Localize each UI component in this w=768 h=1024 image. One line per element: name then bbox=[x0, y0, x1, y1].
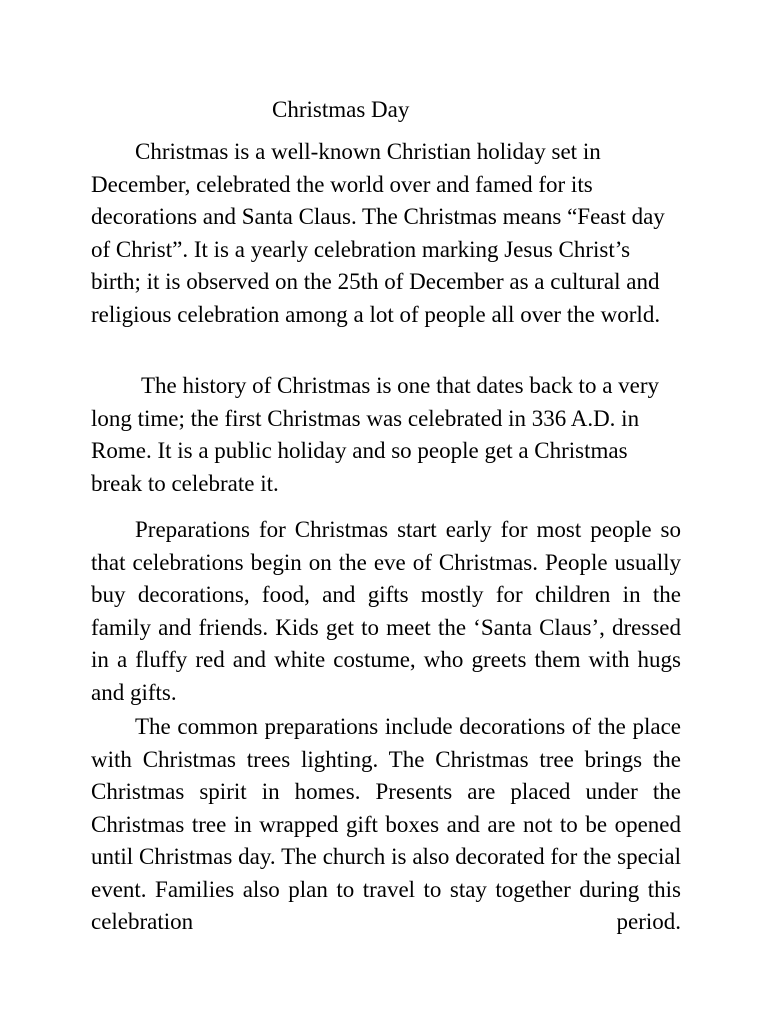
paragraph-history: The history of Christmas is one that dates back to a very long time; the first Christmas was celebrated in 336 A.D. in Rome. It is a public holiday and so people get a Christmas break to celebrate it. bbox=[91, 373, 660, 496]
paragraph-preparations: Preparations for Christmas start early for most people so that celebrations begin on the eve of Christmas. People usually buy decorations, food, and gifts mostly for children in the family and friends. Kids get to meet the ‘Santa Claus’, dressed in a fluffy red and white costume, who greets them with hugs and gifts. bbox=[91, 517, 681, 705]
paragraph-common-preparations: The common preparations include decorations of the place with Christmas trees lighting. The Christmas tree brings the Christmas spirit in homes. Presents are placed under the Christmas tree in wrapped gift boxes and are not to be opened until Christmas day. The church is also decorated for the special event. Families also plan to travel to stay together during this celebration period. bbox=[91, 714, 681, 934]
document-title: Christmas Day bbox=[272, 97, 410, 122]
paragraph-intro: Christmas is a well-known Christian holiday set in December, celebrated the world over and famed for its decorations and Santa Claus. The Christmas means “Feast day of Christ”. It is a yearly celebration marking Jesus Christ’s birth; it is observed on the 25th of December as a cultural and religious celebration among a lot of people all over the world. bbox=[91, 139, 665, 327]
